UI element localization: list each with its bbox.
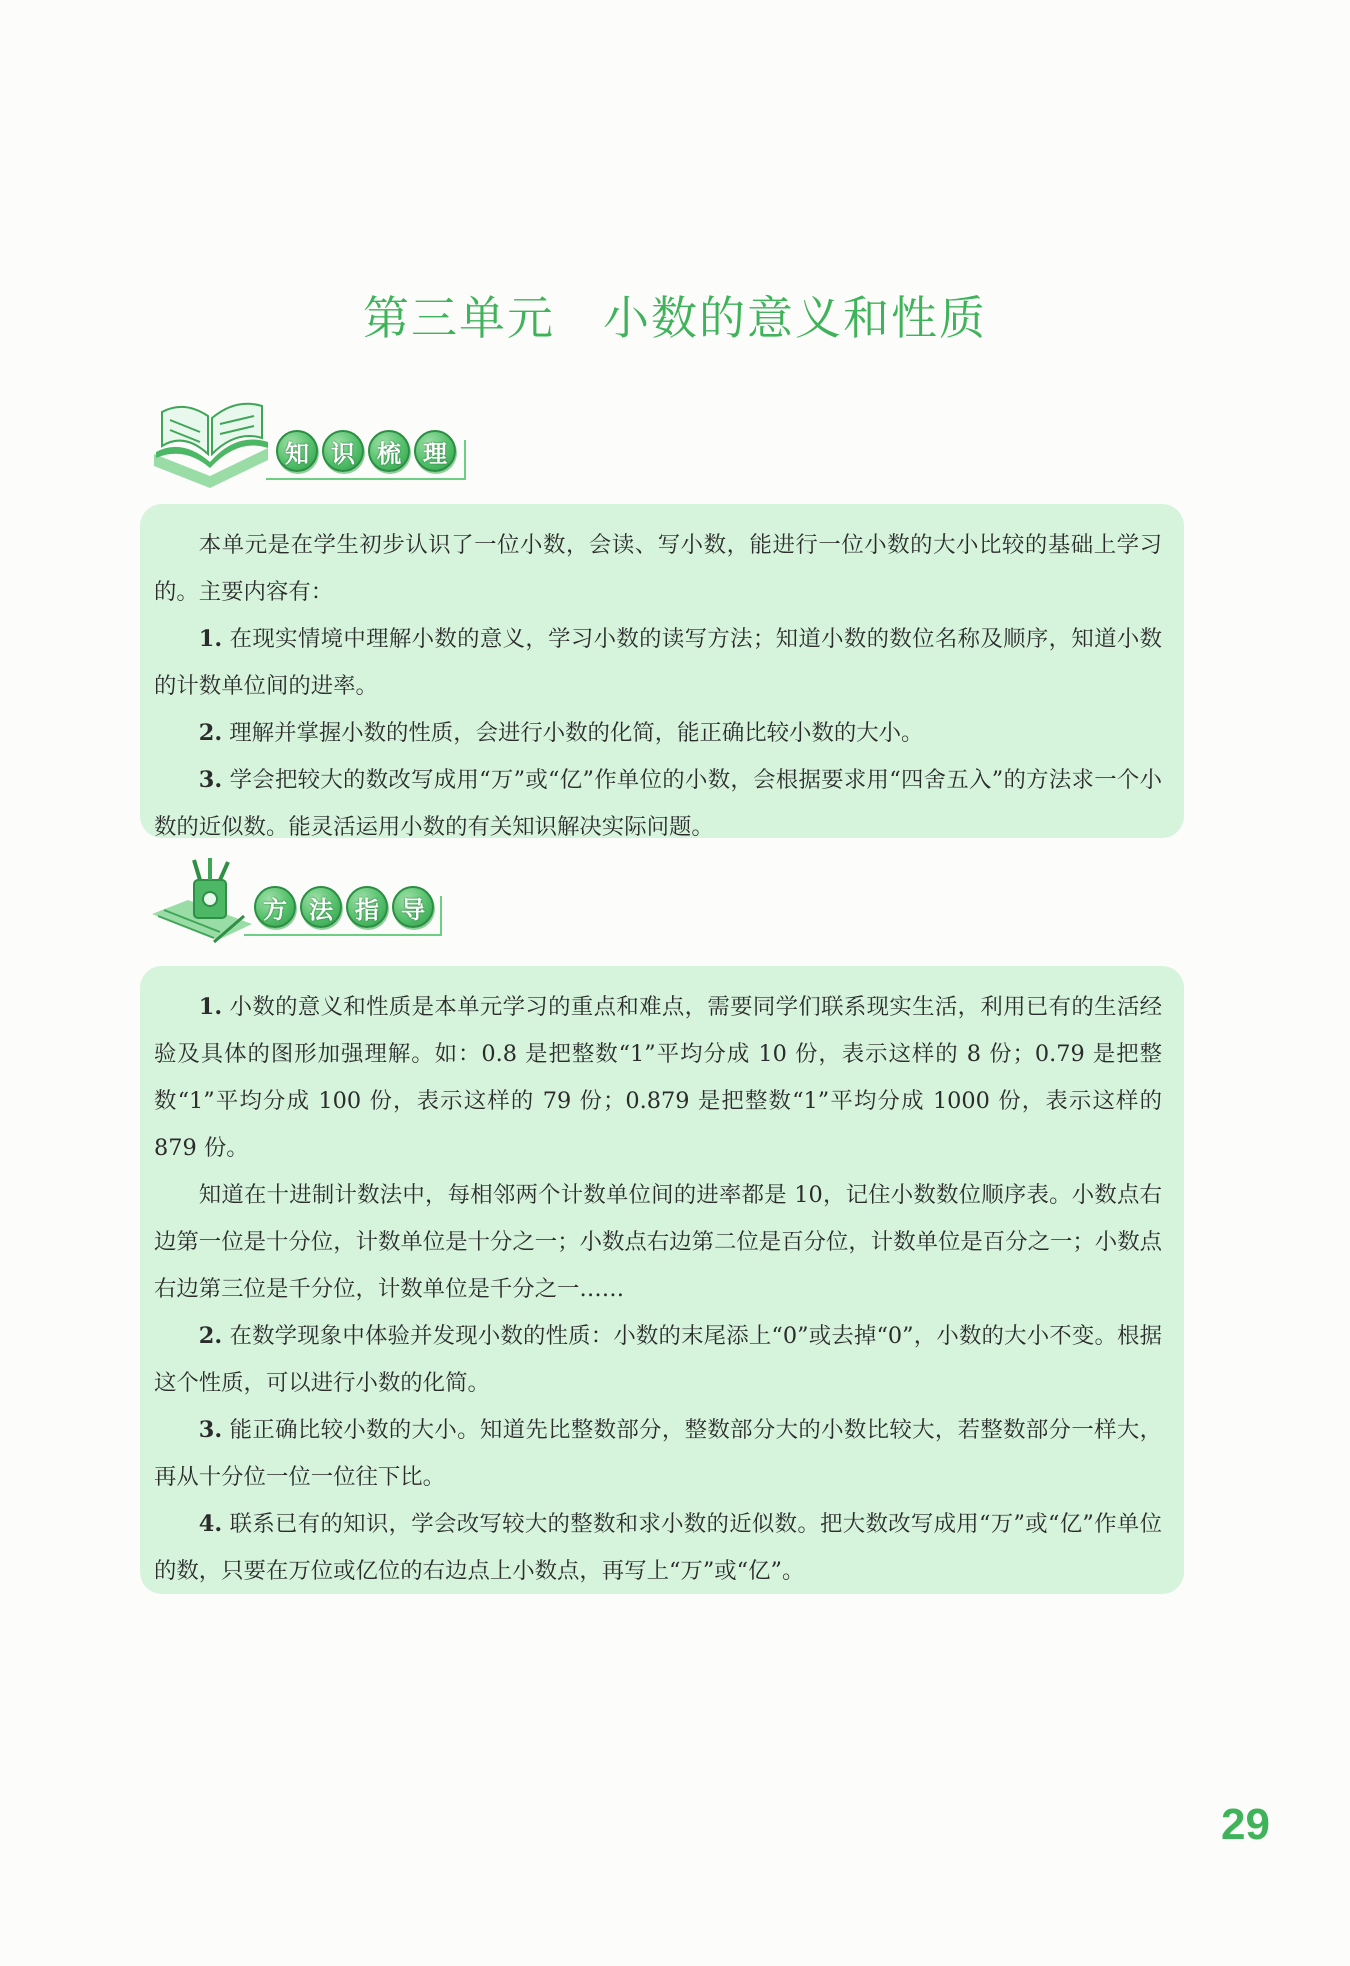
section-badge: 理 [414, 430, 456, 472]
page-number: 29 [1221, 1800, 1270, 1849]
pencil-cup-icon [148, 858, 258, 948]
section-badge: 法 [300, 886, 342, 928]
open-book-icon [148, 402, 278, 490]
section-badge: 知 [276, 430, 318, 472]
header-rule [244, 896, 442, 936]
section-badge: 方 [254, 886, 296, 928]
paragraph: 1. 小数的意义和性质是本单元学习的重点和难点，需要同学们联系现实生活，利用已有的生活经验及具体的图形加强理解。如：0.8 是把整数“1”平均分成 10 份，表示这样的 8 份；0.79 是把整数“1”平均分成 100 份，表示这样的 79 份；0.879 是把整数“1”平均分成 1000 份，表示这样的 879 份。 [154, 994, 1163, 1161]
section-badge: 识 [322, 430, 364, 472]
section-header-knowledge [148, 402, 468, 492]
unit-title: 第三单元 小数的意义和性质 [363, 291, 987, 345]
knowledge-summary-panel [140, 504, 1184, 838]
section-badge: 梳 [368, 430, 410, 472]
paragraph: 1. 在现实情境中理解小数的意义，学习小数的读写方法；知道小数的数位名称及顺序，知道小数的计数单位间的进率。 [154, 626, 1163, 699]
paragraph: 2. 理解并掌握小数的性质，会进行小数的化简，能正确比较小数的大小。 [198, 720, 924, 746]
header-rule [266, 440, 466, 480]
paragraph: 2. 在数学现象中体验并发现小数的性质：小数的末尾添上“0”或去掉“0”，小数的大小不变。根据这个性质，可以进行小数的化简。 [154, 1323, 1162, 1396]
paragraph: 3. 能正确比较小数的大小。知道先比整数部分，整数部分大的小数比较大，若整数部分一样大，再从十分位一位一位往下比。 [154, 1417, 1163, 1490]
section-header-method [148, 858, 458, 948]
method-guide-panel [140, 966, 1184, 1594]
section-badge: 指 [346, 886, 388, 928]
paragraph: 4. 联系已有的知识，学会改写较大的整数和求小数的近似数。把大数改写成用“万”或“亿”作单位的数，只要在万位或亿位的右边点上小数点，再写上“万”或“亿”。 [154, 1511, 1162, 1584]
paragraph: 本单元是在学生初步认识了一位小数，会读、写小数，能进行一位小数的大小比较的基础上学习的。主要内容有： [154, 532, 1162, 605]
paragraph: 3. 学会把较大的数改写成用“万”或“亿”作单位的小数，会根据要求用“四舍五入”的方法求一个小数的近似数。能灵活运用小数的有关知识解决实际问题。 [154, 767, 1162, 840]
section-badge: 导 [392, 886, 434, 928]
paragraph: 知道在十进制计数法中，每相邻两个计数单位间的进率都是 10，记住小数数位顺序表。小数点右边第一位是十分位，计数单位是十分之一；小数点右边第二位是百分位，计数单位是百分之一；小数点右边第三位是千分位，计数单位是千分之一…… [154, 1182, 1162, 1302]
